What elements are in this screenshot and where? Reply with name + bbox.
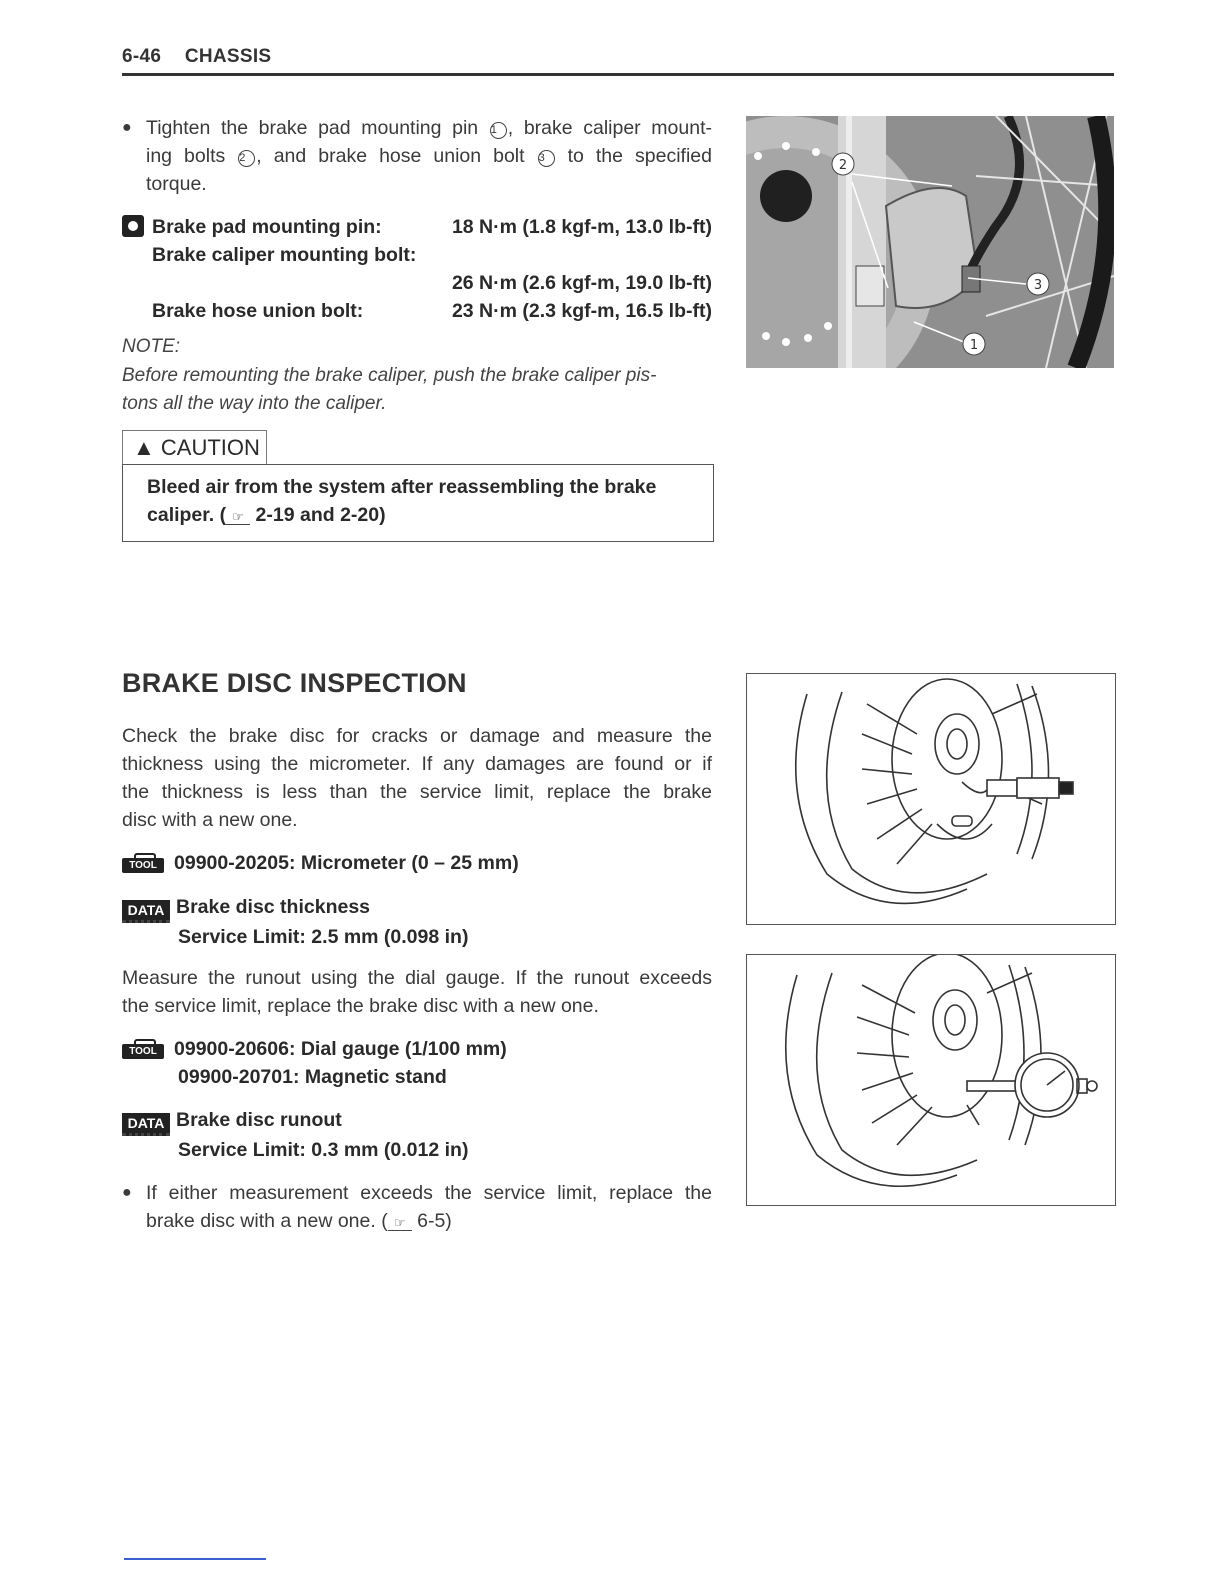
data-icon: DATA xyxy=(122,900,170,923)
caution-box: Bleed air from the system after reassembling the brake caliper. ( ☞ 2-19 and 2-20) xyxy=(122,464,714,542)
inspection-paragraph-2: Measure the runout using the dial gauge. If the runout exceeds the service limit, replace the brake disc with a new one. xyxy=(122,967,712,1017)
bullet-icon: ● xyxy=(122,1184,132,1201)
bullet-icon: ● xyxy=(122,119,132,136)
micrometer-illustration xyxy=(746,673,1116,925)
data-icon: DATA xyxy=(122,1113,170,1136)
photo-callout-1: 1 xyxy=(969,338,979,353)
callout-2-icon: 2 xyxy=(238,150,255,167)
photo-callout-3: 3 xyxy=(1033,278,1043,293)
data-disc-thickness: DATA Brake disc thickness Service Limit: 2.5 mm (0.098 in) xyxy=(122,893,712,951)
toolbox-icon: TOOL xyxy=(122,1039,166,1059)
micrometer-drawing xyxy=(747,674,1115,924)
dial-gauge-drawing xyxy=(747,955,1115,1205)
note-label: NOTE: xyxy=(122,336,181,357)
replace-bullet: ● If either measurement exceeds the service limit, replace the brake disc with a new one. ( ☞ 6-5) xyxy=(122,1179,712,1235)
callout-1-icon: 1 xyxy=(490,122,507,139)
torque-wrench-icon xyxy=(122,215,144,237)
tool-micrometer: TOOL 09900-20205: Micrometer (0 – 25 mm) xyxy=(122,849,712,877)
caution-label: ▲ CAUTION xyxy=(122,430,267,465)
caliper-photo xyxy=(746,116,1114,368)
tool-dial-gauge: TOOL 09900-20606: Dial gauge (1/100 mm) 09900-20701: Magnetic stand xyxy=(122,1035,712,1091)
page-reference-icon: ☞ xyxy=(226,510,250,525)
install-bullet: ● Tighten the brake pad mounting pin 1 , brake caliper mount- ing bolts 2 , and brake hose union bolt 3 to the specified torque. xyxy=(122,114,712,198)
page-reference-icon: ☞ xyxy=(388,1216,412,1231)
page-header xyxy=(122,46,271,68)
data-disc-runout: DATA Brake disc runout Service Limit: 0.3 mm (0.012 in) xyxy=(122,1106,712,1164)
section-name: CHASSIS xyxy=(184,46,272,67)
section-title: BRAKE DISC INSPECTION xyxy=(122,668,467,698)
inspection-paragraph-1: Check the brake disc for cracks or damage and measure the thickness using the micrometer. If any damages are found or if the thickness is less than the service limit, replace the brake disc with a new one. xyxy=(122,725,712,831)
caliper-photo-drawing xyxy=(746,116,1114,368)
toolbox-icon: TOOL xyxy=(122,853,166,873)
warning-triangle-icon: ▲ xyxy=(133,435,155,460)
page-number: 6-46 xyxy=(122,46,162,67)
footer-rule xyxy=(124,1558,266,1560)
note-text: Before remounting the brake caliper, push the brake caliper pis- tons all the way into the caliper. xyxy=(122,365,657,414)
dial-gauge-illustration xyxy=(746,954,1116,1206)
torque-specs: Brake pad mounting pin: 18 N·m (1.8 kgf-m, 13.0 lb-ft) Brake caliper mounting bolt: 26 N·m (2.6 kgf-m, 19.0 lb-ft) Brake hose union bolt: 23 N·m (2.3 kgf-m, 16.5 lb-ft) xyxy=(122,213,712,325)
callout-3-icon: 3 xyxy=(538,150,555,167)
header-rule xyxy=(122,73,1114,76)
photo-callout-2: 2 xyxy=(838,158,848,173)
